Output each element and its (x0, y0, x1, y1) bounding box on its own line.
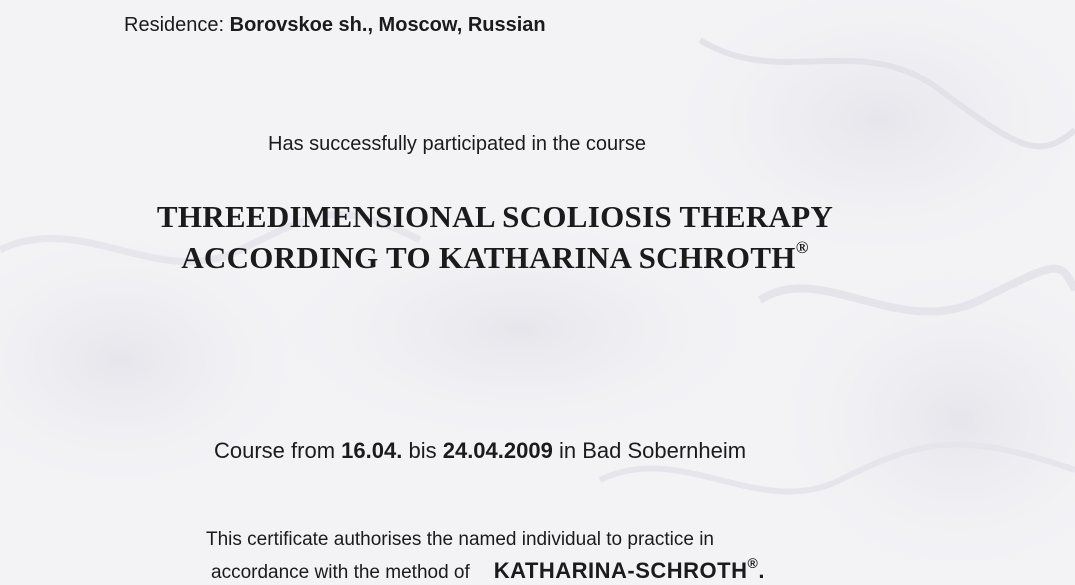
method-period: . (758, 558, 765, 583)
course-start-date: 16.04. (341, 438, 403, 463)
method-name (493, 555, 765, 583)
residence-value: Borovskoe sh., Moscow, Russian (229, 14, 546, 36)
method-name-text: KATHARINA-SCHROTH (493, 558, 748, 583)
course-title-line-2 (0, 240, 990, 276)
residence-line (124, 14, 546, 37)
course-title-line-2-text: ACCORDING TO KATHARINA SCHROTH (181, 240, 796, 275)
authorisation-line-2-text: accordance with the method of (211, 562, 470, 583)
participation-text: Has successfully participated in the course (268, 133, 646, 155)
course-dates-line (214, 438, 746, 464)
residence-label: Residence: (124, 14, 225, 36)
course-location-prefix: in (558, 438, 577, 463)
authorisation-line-2 (211, 555, 765, 584)
course-end-date: 24.04.2009 (442, 438, 553, 463)
course-connector: bis (408, 438, 437, 463)
authorisation-line-1: This certificate authorises the named individual to practice in (206, 529, 714, 550)
registered-trademark-mark: ® (795, 238, 809, 257)
method-trademark-mark: ® (747, 555, 759, 571)
course-location: Bad Sobernheim (582, 438, 747, 463)
course-title-line-1: THREEDIMENSIONAL SCOLIOSIS THERAPY (156, 199, 834, 234)
course-prefix: Course from (214, 438, 336, 463)
